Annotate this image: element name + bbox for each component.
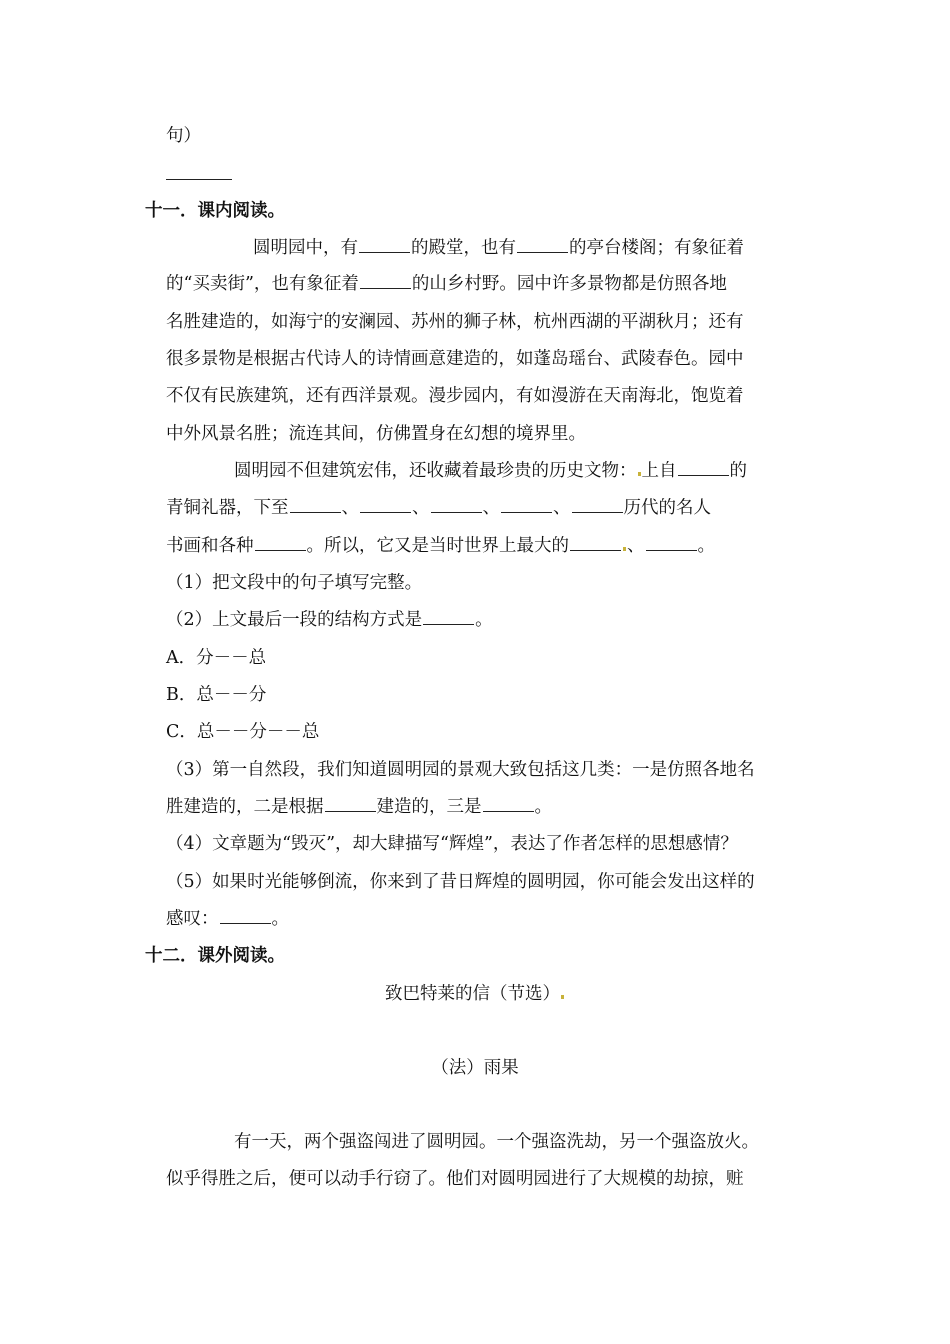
- question-1: （1）把文段中的句子填写完整。: [166, 573, 423, 593]
- text-line: 似乎得胜之后，便可以动手行窃了。他们对圆明园进行了大规模的劫掠，赃: [166, 1169, 744, 1189]
- mark-dot: [623, 547, 626, 551]
- fill-blank[interactable]: [570, 536, 621, 551]
- option-a[interactable]: A．分－－总: [166, 648, 267, 668]
- question-4: （4）文章题为“毁灭”，却大肆描写“辉煌”，表达了作者怎样的思想感情？: [166, 834, 738, 854]
- option-c[interactable]: C．总－－分－－总: [166, 722, 320, 742]
- mark-dot: [638, 472, 641, 476]
- mark-dot: [561, 995, 564, 999]
- fill-blank[interactable]: [646, 536, 697, 551]
- reading-author: （法）雨果: [431, 1058, 519, 1078]
- text-line: 名胜建造的，如海宁的安澜园、苏州的狮子林，杭州西湖的平湖秋月；还有: [166, 312, 744, 332]
- text-line: 书画和各种 。所以，它又是当时世界上最大的 、 。: [166, 536, 715, 556]
- fill-blank[interactable]: [359, 238, 410, 253]
- fill-blank[interactable]: [360, 498, 411, 513]
- text-line: 青铜礼器，下至 、 、 、 、 历代的名人: [166, 498, 711, 518]
- reading-title: 致巴特莱的信（节选）: [0, 983, 950, 1005]
- text-line: 的“买卖街”，也有象征着 的山乡村野。园中许多景物都是仿照各地: [166, 274, 727, 294]
- section-heading-11: 十一．课内阅读。: [145, 201, 285, 221]
- fill-blank[interactable]: [325, 797, 376, 812]
- answer-rule: [166, 179, 232, 180]
- fill-blank[interactable]: [501, 498, 552, 513]
- fill-blank[interactable]: [290, 498, 341, 513]
- fill-blank[interactable]: [255, 536, 306, 551]
- fill-blank[interactable]: [572, 498, 623, 513]
- fill-blank[interactable]: [360, 274, 411, 289]
- fill-blank[interactable]: [678, 461, 729, 476]
- text-line: 圆明园不但建筑宏伟，还收藏着最珍贵的历史文物： 上自 的: [234, 461, 747, 481]
- question-5: （5）如果时光能够倒流，你来到了昔日辉煌的圆明园，你可能会发出这样的: [166, 872, 755, 892]
- fill-blank[interactable]: [431, 498, 482, 513]
- fill-blank[interactable]: [483, 797, 534, 812]
- text-line: 中外风景名胜；流连其间，仿佛置身在幻想的境界里。: [166, 424, 586, 444]
- section-heading-12: 十二．课外阅读。: [145, 946, 285, 966]
- text-line: 不仅有民族建筑，还有西洋景观。漫步园内，有如漫游在天南海北，饱览着: [166, 386, 744, 406]
- fill-blank[interactable]: [423, 610, 474, 625]
- text-line: 胜建造的，二是根据 建造的，三是 。: [166, 797, 552, 817]
- question-3: （3）第一自然段，我们知道圆明园的景观大致包括这几类：一是仿照各地名: [166, 760, 755, 780]
- text-line: 感叹： 。: [166, 909, 289, 929]
- question-2: （2）上文最后一段的结构方式是 。: [166, 610, 493, 630]
- option-b[interactable]: B．总－－分: [166, 685, 267, 705]
- text-line: 句）: [166, 126, 201, 146]
- fill-blank[interactable]: [517, 238, 568, 253]
- text-line: 很多景物是根据古代诗人的诗情画意建造的，如蓬岛瑶台、武陵春色。园中: [166, 349, 744, 369]
- text-line: 圆明园中，有 的殿堂，也有 的亭台楼阁；有象征着: [253, 238, 744, 258]
- text-line: 有一天，两个强盗闯进了圆明园。一个强盗洗劫，另一个强盗放火。: [234, 1132, 759, 1152]
- fill-blank[interactable]: [220, 909, 271, 924]
